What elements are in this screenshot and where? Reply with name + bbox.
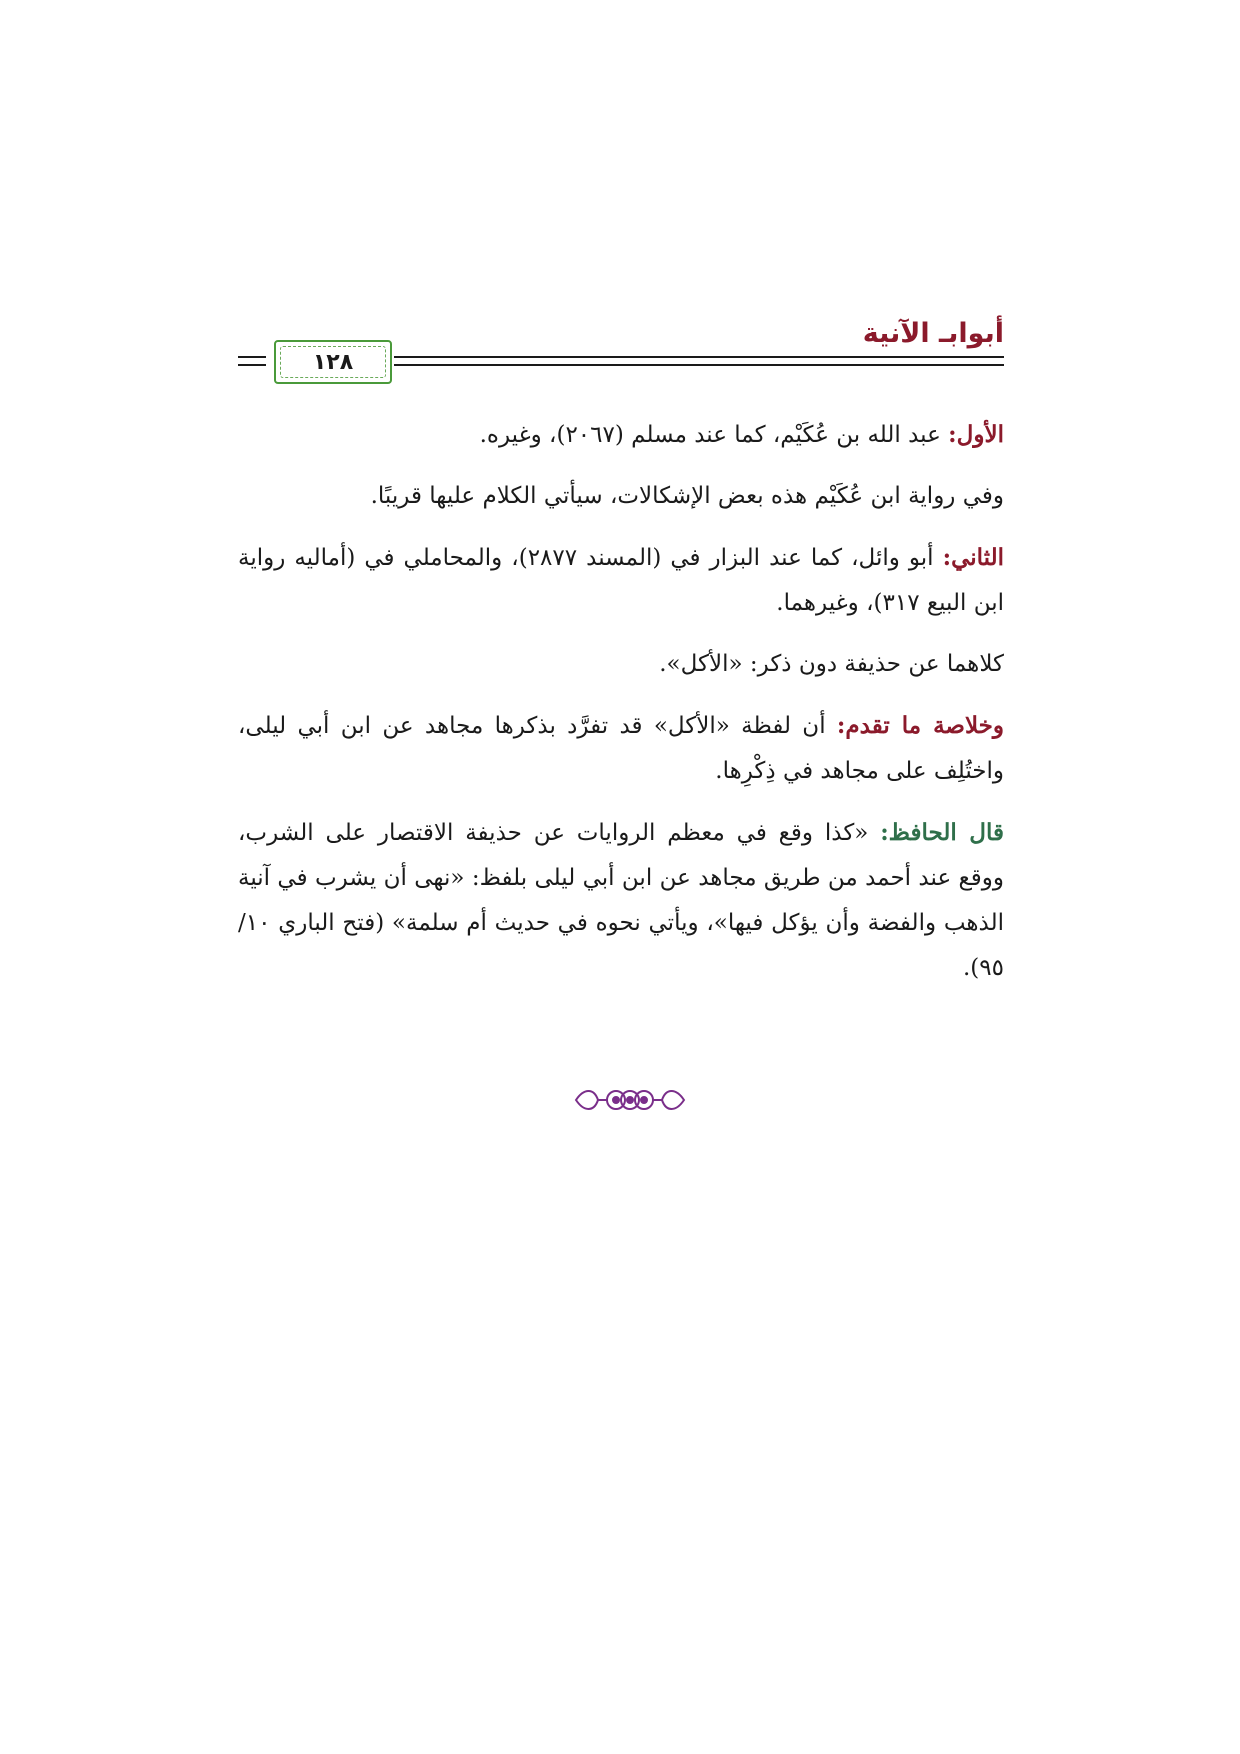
paragraph-label: وخلاصة ما تقدم: (836, 712, 1005, 739)
paragraph-al-hafiz-quote (238, 810, 1004, 991)
paragraph-text: كلاهما عن حذيفة دون ذكر: «الأكل». (659, 651, 1004, 677)
paragraph-both-from-hudhayfa (238, 642, 1004, 687)
page-header (238, 310, 1004, 390)
paragraph-text: أبو وائل، كما عند البزار في (المسند ٢٨٧٧)، والمحاملي في (أماليه رواية ابن البيع ٣١٧)، وغيرهما. (238, 545, 1004, 616)
header-rule-top (394, 356, 1004, 358)
paragraph-label: قال الحافظ: (880, 819, 1005, 846)
floral-divider-icon (570, 1082, 690, 1118)
chapter-title: أبوابـ الآنية (862, 318, 1004, 349)
page-number-frame (274, 340, 392, 384)
paragraph-text: وفي رواية ابن عُكَيْم هذه بعض الإشكالات، سيأتي الكلام عليها قريبًا. (370, 483, 1004, 509)
paragraph-first-source (238, 412, 1004, 458)
paragraph-label: الأول: (948, 421, 1004, 448)
header-rule-left-bottom (238, 364, 266, 366)
page-body (238, 412, 1004, 1007)
header-rule-bottom (394, 364, 1004, 366)
page-number: ١٢٨ (312, 349, 354, 375)
paragraph-label: الثاني: (942, 544, 1004, 571)
header-rule-left-top (238, 356, 266, 358)
paragraph-text: أن لفظة «الأكل» قد تفرَّد بذكرها مجاهد عن ابن أبي ليلى، واختُلِف على مجاهد في ذِكْرِها. (238, 713, 1004, 784)
paragraph-summary (238, 703, 1004, 794)
page-number-frame-inner (280, 346, 386, 378)
paragraph-text: عبد الله بن عُكَيْم، كما عند مسلم (٢٠٦٧)، وغيره. (479, 422, 949, 448)
paragraph-ibn-ukaym-note (238, 474, 1004, 519)
paragraph-second-source (238, 535, 1004, 626)
paragraph-text: «كذا وقع في معظم الروايات عن حذيفة الاقتصار على الشرب، ووقع عند أحمد من طريق مجاهد عن ابن أبي ليلى بلفظ: «نهى أن يشرب في آنية الذهب والفضة وأن يؤكل فيها»، ويأتي نحوه في حديث أم سلمة» (فتح الباري ١٠/ ٩٥). (238, 820, 1004, 981)
